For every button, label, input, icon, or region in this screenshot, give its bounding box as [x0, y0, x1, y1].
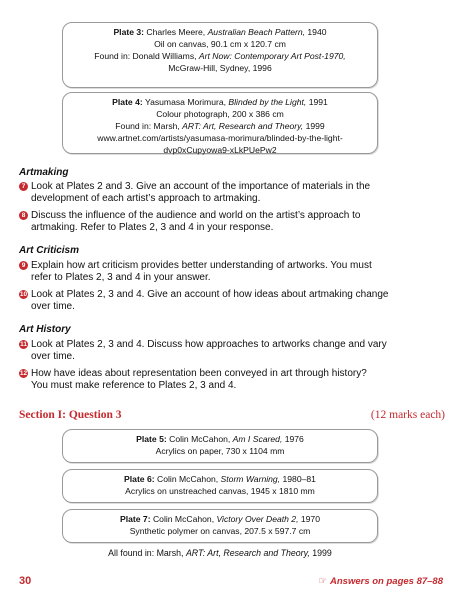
plate-source-prefix: Found in: Donald Williams,	[94, 51, 197, 61]
plate-source-url: www.artnet.com/artists/yasumasa-morimura/blinded-by-the-light-	[97, 133, 343, 143]
pointing-hand-icon: ☞	[318, 576, 327, 587]
question-number-badge: 7	[19, 182, 28, 191]
plate-source-title: ART: Art, Research and Theory,	[182, 121, 304, 131]
answers-reference-text: Answers on pages 87–88	[330, 576, 443, 587]
plate-title: Storm Warning,	[220, 474, 281, 484]
found-prefix: All found in: Marsh,	[108, 548, 184, 558]
question-7	[19, 181, 449, 205]
plate-title: Victory Over Death 2,	[216, 514, 299, 524]
all-found-in-note	[62, 548, 378, 558]
question-number-badge: 11	[20, 341, 27, 348]
plate-label: Plate 3:	[113, 27, 145, 37]
plate-label: Plate 4:	[112, 97, 143, 107]
plate-medium: Synthetic polymer on canvas, 207.5 x 597.7 cm	[129, 526, 311, 536]
question-text-line1: Explain how art criticism provides better understanding of artworks. You must	[31, 260, 372, 271]
plate-title: Australian Beach Pattern,	[207, 27, 306, 37]
question-11	[19, 339, 449, 363]
plate-artist: Colin McCahon,	[169, 434, 231, 444]
question-text-line2: refer to Plates 2, 3 and 4 in your answer.	[31, 272, 211, 284]
plate-title: Blinded by the Light,	[228, 97, 307, 107]
question-text-line2: development of each artist’s approach to artmaking.	[31, 193, 261, 205]
plate-source-year: 1999	[305, 121, 325, 131]
question-text-line2: over time.	[31, 301, 75, 313]
plate-medium: Colour photograph, 200 x 386 cm	[156, 109, 284, 119]
question-text-line1: Look at Plates 2, 3 and 4. Give an account of how ideas about artmaking change	[31, 289, 389, 300]
question-text-line1: How have ideas about representation been conveyed in art through history?	[31, 368, 367, 379]
plate-source-publisher: McGraw-Hill, Sydney, 1996	[168, 63, 272, 73]
plate-4-caption	[62, 92, 378, 154]
plate-label: Plate 6:	[124, 474, 155, 484]
question-text-line1: Discuss the influence of the audience and world on the artist’s approach to	[31, 210, 361, 221]
question-number-badge: 8	[19, 211, 28, 220]
question-12	[19, 368, 449, 392]
answers-reference	[318, 576, 443, 587]
question-text-line2: artmaking. Refer to Plates 2, 3 and 4 in your response.	[31, 222, 274, 234]
question-9	[19, 260, 449, 284]
plate-medium: Acrylics on paper, 730 x 1104 mm	[155, 446, 285, 456]
plate-source-url-continued: dvp0xCupyowa9-xLkPUePw2	[163, 145, 277, 155]
question-text-line2: over time.	[31, 351, 75, 363]
section-title: Section I: Question 3	[19, 409, 122, 421]
plate-label: Plate 5:	[136, 434, 167, 444]
heading-art-criticism: Art Criticism	[19, 245, 80, 256]
plate-title: Am I Scared,	[232, 434, 283, 444]
plate-medium: Oil on canvas, 90.1 cm x 120.7 cm	[154, 39, 286, 49]
heading-artmaking: Artmaking	[19, 167, 69, 178]
question-text-line1: Look at Plates 2 and 3. Give an account of the importance of materials in the	[31, 181, 371, 192]
plate-artist: Colin McCahon,	[157, 474, 219, 484]
question-8	[19, 210, 449, 234]
heading-art-history: Art History	[19, 324, 71, 335]
plate-year: 1976	[284, 434, 304, 444]
plate-3-caption	[62, 22, 378, 88]
plate-artist: Colin McCahon,	[152, 514, 215, 524]
question-10	[19, 289, 449, 313]
plate-medium: Acrylics on unstreached canvas, 1945 x 1810 mm	[125, 486, 315, 496]
section-heading	[19, 409, 445, 421]
found-year: 1999	[312, 548, 332, 558]
plate-source-prefix: Found in: Marsh,	[115, 121, 180, 131]
question-number-badge: 12	[19, 370, 28, 377]
found-title: ART: Art, Research and Theory,	[185, 548, 310, 558]
plate-year: 1940	[307, 27, 327, 37]
plate-5-caption	[62, 429, 378, 463]
plate-year: 1970	[300, 514, 320, 524]
plate-artist: Charles Meere,	[146, 27, 206, 37]
plate-year: 1980–81	[282, 474, 316, 484]
plate-year: 1991	[308, 97, 328, 107]
plate-source-title: Art Now: Contemporary Art Post-1970,	[198, 51, 346, 61]
plate-label: Plate 7:	[119, 514, 151, 524]
section-marks: (12 marks each)	[370, 409, 445, 421]
page-number: 30	[19, 575, 32, 587]
question-number-badge: 9	[19, 261, 28, 270]
question-text-line2: You must make reference to Plates 2, 3 and 4.	[31, 380, 237, 392]
question-text-line1: Look at Plates 2, 3 and 4. Discuss how approaches to artworks change and vary	[31, 339, 387, 350]
question-number-badge: 10	[19, 291, 28, 298]
plate-7-caption	[62, 509, 378, 543]
plate-artist: Yasumasa Morimura,	[144, 97, 227, 107]
plate-6-caption	[62, 469, 378, 503]
